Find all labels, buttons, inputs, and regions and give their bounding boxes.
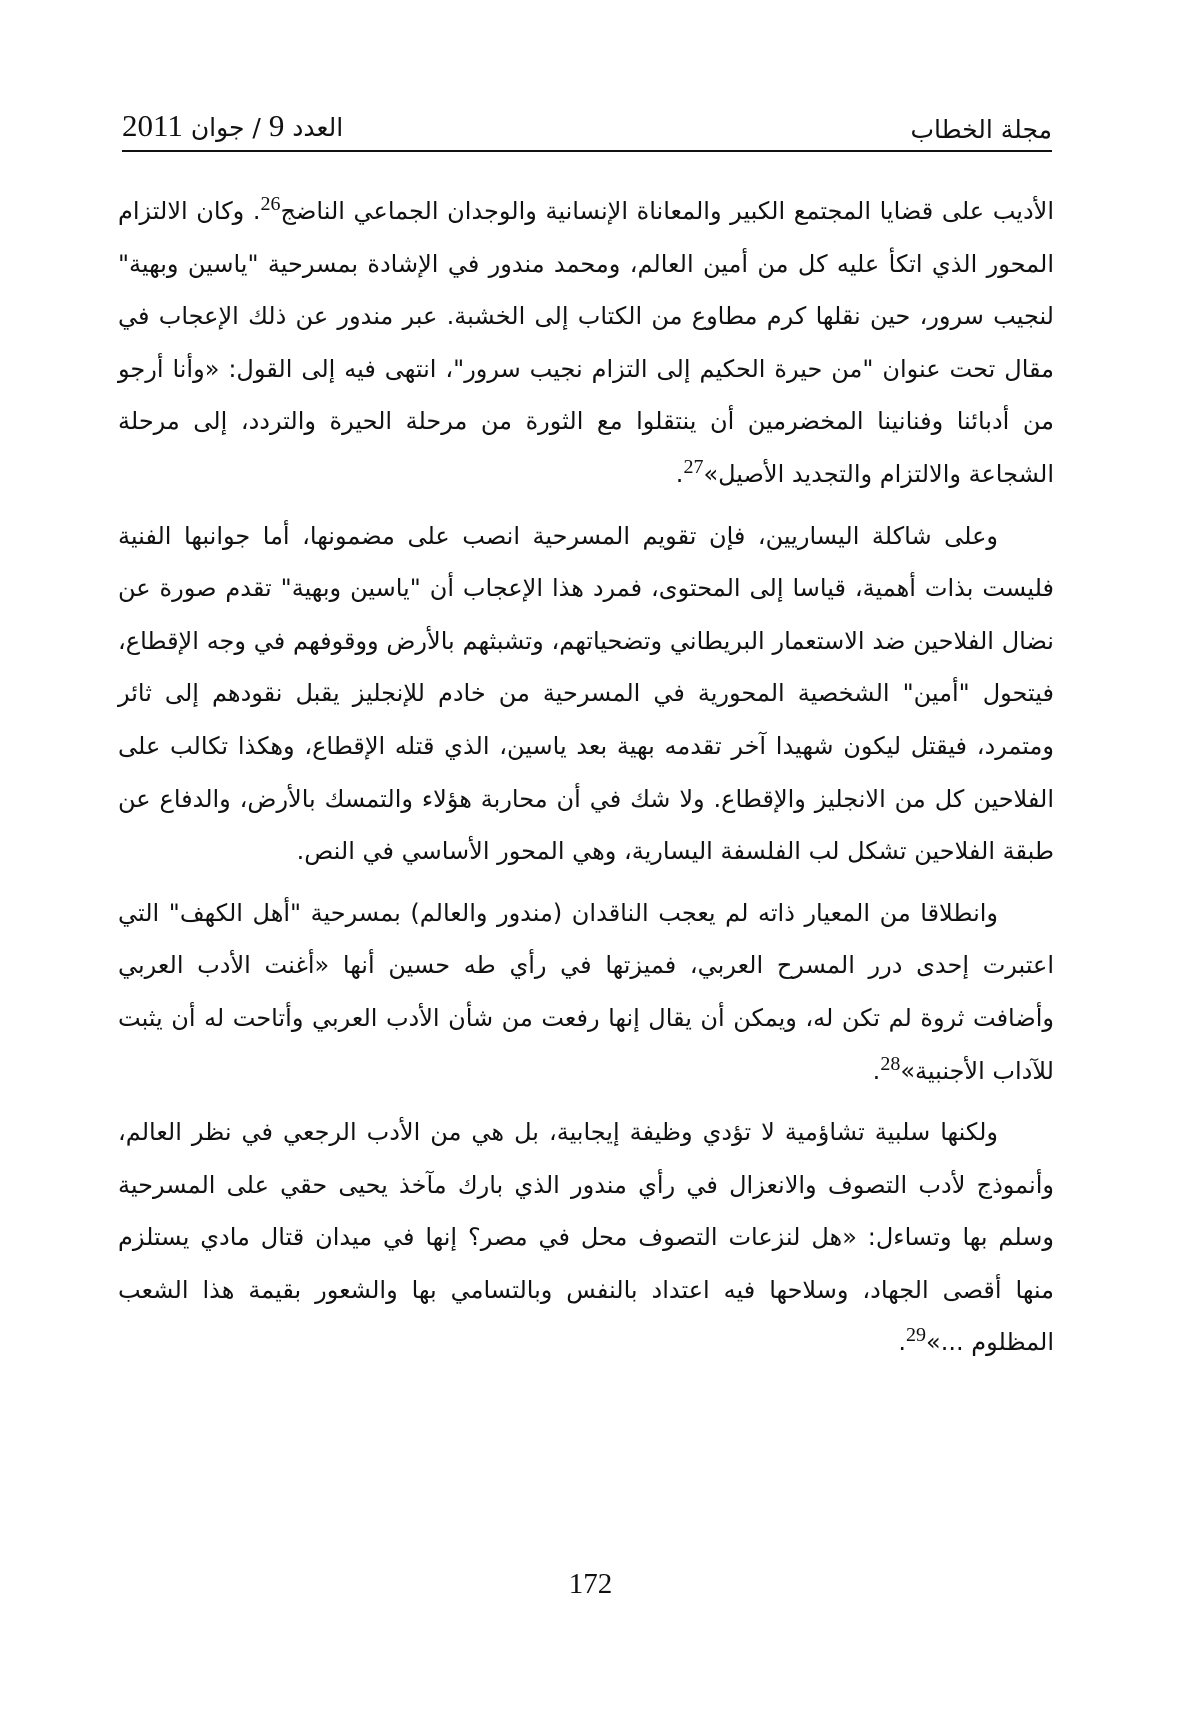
issue-separator: / جوان xyxy=(190,113,261,142)
issue-info xyxy=(122,108,343,150)
footnote-ref-26: 26 xyxy=(260,193,281,215)
paragraph-2-text: وعلى شاكلة اليساريين، فإن تقويم المسرحية انصب على مضمونها، أما جوانبها الفنية فليست بذات أهمية، قياسا إلى المحتوى، فمرد هذا الإعجاب أن "ياسين وبهية" تقدم صورة عن نضال الفلاحين ضد الاستعمار البريطاني وتضحياتهم، وتشبثهم بالأرض ووقوفهم في وجه الإقطاع، فيتحول "أمين" الشخصية المحورية في المسرحية من خادم للإنجليز يقبل نقودهم إلى ثائر ومتمرد، فيقتل ليكون شهيدا آخر تقدمه بهية بعد ياسين، الذي قتله الإقطاع، وهكذا تكالب على الفلاحين كل من الانجليز والإقطاع. ولا شك في أن محاربة هؤلاء والتمسك بالأرض، والدفاع عن طبقة الفلاحين تشكل لب الفلسفة اليسارية، وهي المحور الأساسي في النص. xyxy=(118,521,1054,866)
paragraph-4-tail: . xyxy=(898,1328,907,1357)
issue-label: العدد xyxy=(292,113,344,142)
paragraph-2 xyxy=(118,510,1054,878)
paragraph-3-tail: . xyxy=(872,1056,881,1085)
issue-number: 9 xyxy=(268,108,285,143)
paragraph-3 xyxy=(118,887,1054,1097)
paragraph-1-tail: . وكان الالتزام المحور الذي اتكأ عليه كل من أمين العالم، ومحمد مندور في الإشادة بمسرحية "ياسين وبهية" لنجيب سرور، حين نقلها كرم مطاوع من الكتاب إلى الخشبة. عبر مندور عن ذلك الإعجاب في مقال تحت عنوان "من حيرة الحكيم إلى التزام نجيب سرور"، انتهى فيه إلى القول: «وأنا أرجو من أدبائنا وفنانينا المخضرمين أن ينتقلوا مع الثورة من مرحلة الحيرة والتردد، إلى مرحلة الشجاعة والالتزام والتجديد الأصيل» xyxy=(118,197,1054,488)
paragraph-1-text: الأديب على قضايا المجتمع الكبير والمعاناة الإنسانية والوجدان الجماعي الناضج xyxy=(280,197,1054,225)
journal-title: مجلة الخطاب xyxy=(910,115,1052,144)
paragraph-3-text: وانطلاقا من المعيار ذاته لم يعجب الناقدان (مندور والعالم) بمسرحية "أهل الكهف" التي اعتبرت إحدى درر المسرح العربي، فميزتها في رأي طه حسين أنها «أغنت الأدب العربي وأضافت ثروة لم تكن له، ويمكن أن يقال إنها رفعت من شأن الأدب العربي وأتاحت له أن يثبت للآداب الأجنبية» xyxy=(118,898,1054,1085)
paragraph-4 xyxy=(118,1106,1054,1369)
footnote-ref-27: 27 xyxy=(683,455,704,478)
page-number: 172 xyxy=(568,1568,613,1600)
paragraph-1-end: . xyxy=(675,459,684,488)
paragraph-4-text: ولكنها سلبية تشاؤمية لا تؤدي وظيفة إيجابية، بل هي من الأدب الرجعي في نظر العالم، وأنموذج لأدب التصوف والانعزال في رأي مندور الذي بارك مآخذ يحيى حقي على المسرحية وسلم بها وتساءل: «هل لنزعات التصوف محل في مصر؟ إنها في ميدان قتال مادي يستلزم منها أقصى الجهاد، وسلاحها فيه اعتداد بالنفس وبالتسامي بها والشعور بقيمة هذا الشعب المظلوم ...» xyxy=(118,1118,1054,1357)
issue-year: 2011 xyxy=(122,108,183,143)
paragraph-1 xyxy=(118,185,1054,501)
footnote-ref-29: 29 xyxy=(906,1324,927,1347)
running-header xyxy=(122,104,1052,152)
article-body xyxy=(118,185,1054,1378)
footnote-ref-28: 28 xyxy=(880,1052,901,1075)
